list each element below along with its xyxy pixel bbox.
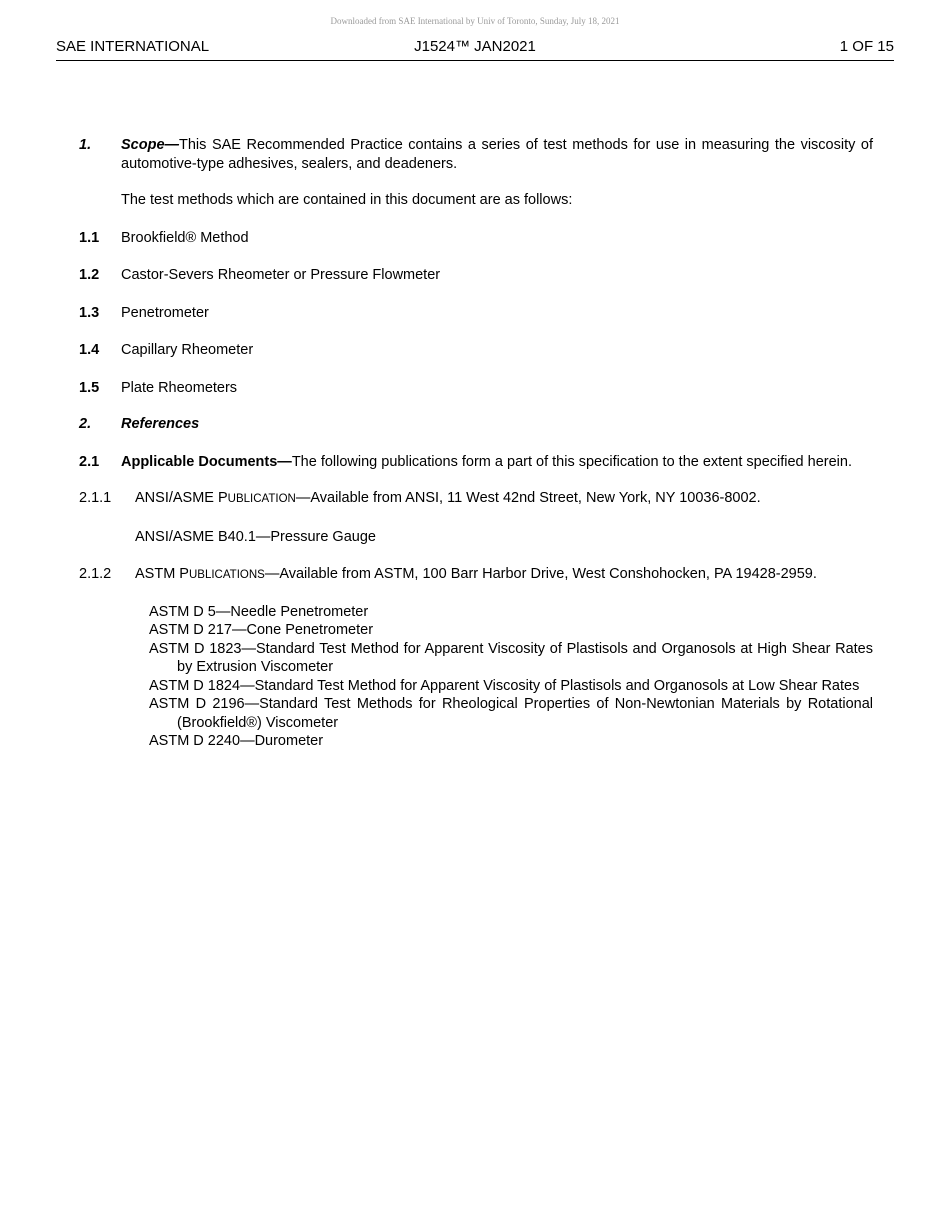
subsection-title-smallcaps: UBLICATIONS xyxy=(188,569,265,581)
astm-reference: ASTM D 217—Cone Penetrometer xyxy=(149,622,374,638)
intro-text: The test methods which are contained in this document are as follows: xyxy=(121,192,573,208)
subsection-title-initial: ANSI/ASME P xyxy=(135,490,228,506)
method-label: Castor-Severs Rheometer or Pressure Flowmeter xyxy=(121,267,441,283)
astm-reference: ASTM D 1823—Standard Test Method for Apparent Viscosity of Plastisols and Organosols at High Shear Rates by Extrusion Viscometer xyxy=(149,640,873,675)
method-number: 1.4 xyxy=(79,342,100,358)
subsection-number: 2.1.2 xyxy=(79,566,112,582)
astm-reference: ASTM D 5—Needle Penetrometer xyxy=(149,603,369,620)
section-title: Scope— xyxy=(121,137,180,153)
reference-text: ANSI/ASME B40.1—Pressure Gauge xyxy=(135,528,376,545)
section-text: The following publications form a part of this specification to the extent specified herein. xyxy=(291,453,852,470)
header-document-id: J1524™ JAN2021 xyxy=(414,38,536,55)
subsection-title-smallcaps: UBLICATION xyxy=(227,493,296,505)
document-body xyxy=(79,136,873,751)
page-header xyxy=(56,38,894,61)
method-label: Plate Rheometers xyxy=(121,379,238,396)
astm-reference: ASTM D 1824—Standard Test Method for Apparent Viscosity of Plastisols and Organosols at Low Shear Rates xyxy=(149,677,860,694)
method-label: Capillary Rheometer xyxy=(121,342,254,358)
method-number: 1.5 xyxy=(79,379,100,396)
header-page-number: 1 OF 15 xyxy=(839,38,894,55)
subsection-number: 2.1.1 xyxy=(79,490,112,506)
section-number: 1. xyxy=(79,137,92,153)
method-item xyxy=(79,341,873,360)
section-1-intro xyxy=(79,191,873,210)
section-1-scope xyxy=(79,136,873,173)
header-publisher: SAE INTERNATIONAL xyxy=(56,38,210,55)
download-watermark: Downloaded from SAE International by Univ of Toronto, Sunday, July 18, 2021 xyxy=(330,16,620,26)
subsection-text: —Available from ASTM, 100 Barr Harbor Drive, West Conshohocken, PA 19428-2959. xyxy=(264,566,817,582)
section-title: Applicable Documents— xyxy=(121,453,292,470)
method-label: Penetrometer xyxy=(121,304,209,321)
section-2-1-applicable-documents xyxy=(79,453,873,472)
section-2-1-1-ansi xyxy=(79,489,873,509)
method-item xyxy=(79,266,873,285)
subsection-text: —Available from ANSI, 11 West 42nd Street, New York, NY 10036-8002. xyxy=(295,490,761,506)
method-item xyxy=(79,229,873,248)
section-text: This SAE Recommended Practice contains a series of test methods for use in measuring the viscosity of automotive-type adhesives, sealers, and deadeners. xyxy=(121,137,873,172)
section-title: References xyxy=(121,416,200,432)
method-item xyxy=(79,304,873,323)
method-number: 1.2 xyxy=(79,267,100,283)
section-number: 2. xyxy=(79,416,92,432)
method-item xyxy=(79,379,873,398)
section-2-references xyxy=(79,415,873,434)
section-number: 2.1 xyxy=(79,453,100,470)
ansi-reference xyxy=(79,528,873,547)
method-label: Brookfield® Method xyxy=(121,229,249,246)
astm-reference: ASTM D 2196—Standard Test Methods for Rheological Properties of Non-Newtonian Materials by Rotational (Brookfield®) Viscometer xyxy=(149,696,873,731)
section-2-1-2-astm xyxy=(79,565,873,585)
astm-reference: ASTM D 2240—Durometer xyxy=(149,733,324,749)
subsection-title-initial: ASTM P xyxy=(135,566,189,582)
method-number: 1.3 xyxy=(79,304,100,321)
method-number: 1.1 xyxy=(79,229,100,246)
astm-reference-list xyxy=(79,603,873,751)
